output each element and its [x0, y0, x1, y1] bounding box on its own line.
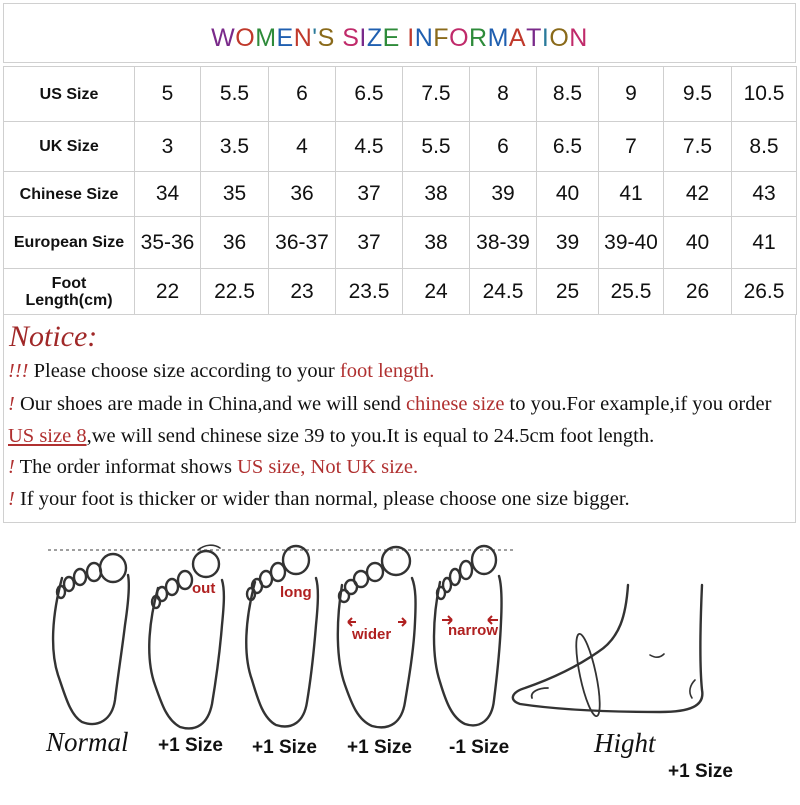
label-out-plus-one: +1 Size — [158, 735, 223, 756]
size-cell: 8 — [470, 67, 537, 122]
size-cell: 34 — [135, 172, 201, 217]
row-header — [4, 269, 135, 315]
size-cell: 36 — [201, 217, 269, 269]
size-cell: 36 — [269, 172, 336, 217]
foot-out-icon — [149, 545, 224, 728]
size-cell: 38 — [403, 172, 470, 217]
size-row — [4, 269, 797, 315]
notice-text: The order informat shows — [14, 456, 238, 478]
size-cell: 39-40 — [599, 217, 664, 269]
foot-illustrations — [0, 530, 800, 800]
size-cell: 10.5 — [732, 67, 797, 122]
size-cell: 8.5 — [732, 122, 797, 172]
size-cell: 22.5 — [201, 269, 269, 315]
title-letter: W — [211, 24, 236, 52]
size-cell: 26.5 — [732, 269, 797, 315]
label-long-plus-one: +1 Size — [252, 737, 317, 758]
row-header-text: US Size — [39, 85, 99, 103]
row-header-text: Chinese Size — [19, 185, 119, 203]
size-cell: 4 — [269, 122, 336, 172]
notice-text-rest: ,we will send chinese size 39 to you.It is equal to 24.5cm foot length. — [86, 425, 655, 447]
size-cell: 22 — [135, 269, 201, 315]
size-row — [4, 67, 797, 122]
notice-highlight: US size 8 — [8, 425, 87, 447]
title-letter: T — [526, 24, 542, 52]
size-cell: 41 — [732, 217, 797, 269]
size-cell: 8.5 — [537, 67, 599, 122]
row-header — [4, 217, 135, 269]
notice-text-rest: to you.For example,if you order — [504, 393, 772, 415]
title-letter: M — [255, 24, 277, 52]
size-cell: 9 — [599, 67, 664, 122]
size-cell: 7.5 — [403, 67, 470, 122]
notice-line-1 — [8, 360, 434, 383]
notice-line-5 — [8, 488, 630, 511]
title-letter: R — [469, 24, 488, 52]
size-cell: 39 — [537, 217, 599, 269]
title-letter: N — [293, 24, 313, 52]
notice-mark: ! — [8, 456, 15, 478]
size-cell: 24.5 — [470, 269, 537, 315]
title-letter: I — [359, 24, 367, 52]
chart-title — [211, 24, 588, 53]
notice-text: Please choose size according to your — [28, 360, 340, 382]
title-letter: S — [342, 24, 360, 52]
size-cell: 36-37 — [269, 217, 336, 269]
row-header — [4, 172, 135, 217]
foot-long-icon — [246, 546, 318, 726]
row-header-text: UK Size — [39, 138, 99, 155]
annotation-long: long — [280, 584, 312, 601]
size-cell: 3 — [135, 122, 201, 172]
title-letter: F — [433, 24, 450, 52]
title-letter: M — [487, 24, 509, 52]
size-row — [4, 122, 797, 172]
size-cell: 40 — [537, 172, 599, 217]
size-cell: 23 — [269, 269, 336, 315]
size-cell: 24 — [403, 269, 470, 315]
annotation-narrow: narrow — [448, 622, 499, 639]
size-row — [4, 172, 797, 217]
size-cell: 5.5 — [403, 122, 470, 172]
size-table — [3, 66, 797, 315]
wider-left-arrow-icon — [348, 618, 356, 626]
title-letter: O — [449, 24, 470, 52]
size-cell: 35-36 — [135, 217, 201, 269]
size-cell: 43 — [732, 172, 797, 217]
notice-text: If your foot is thicker or wider than normal, please choose one size bigger. — [14, 488, 630, 510]
size-cell: 25 — [537, 269, 599, 315]
notice-text: Our shoes are made in China,and we will send — [14, 393, 406, 415]
size-cell: 5 — [135, 67, 201, 122]
annotation-out: out — [192, 580, 216, 597]
foot-normal-icon — [53, 554, 129, 724]
row-header-text: Length(cm) — [25, 291, 113, 309]
notice-highlight: US size, Not UK size. — [237, 456, 419, 478]
notice-highlight: foot length. — [339, 360, 435, 382]
title-letter: ' — [312, 24, 318, 52]
size-cell: 7 — [599, 122, 664, 172]
foot-high-instep-icon — [513, 585, 703, 718]
annotation-wider: wider — [352, 626, 392, 643]
notice-box — [3, 314, 796, 523]
title-letter: N — [414, 24, 434, 52]
size-cell: 9.5 — [664, 67, 732, 122]
title-letter: E — [276, 24, 294, 52]
size-cell: 6 — [269, 67, 336, 122]
title-letter: O — [235, 24, 256, 52]
row-header — [4, 67, 135, 122]
size-cell: 5.5 — [201, 67, 269, 122]
size-cell: 37 — [336, 217, 403, 269]
size-cell: 39 — [470, 172, 537, 217]
size-cell: 40 — [664, 217, 732, 269]
row-header-text: European Size — [13, 234, 125, 251]
row-header-text: Foot — [51, 274, 87, 292]
label-narrow-minus-one: -1 Size — [449, 737, 510, 758]
notice-line-4 — [8, 456, 418, 479]
notice-highlight: chinese size — [405, 393, 505, 415]
row-header — [4, 122, 135, 172]
size-cell: 38-39 — [470, 217, 537, 269]
title-letter: A — [508, 24, 527, 52]
size-cell: 26 — [664, 269, 732, 315]
title-letter — [335, 24, 342, 53]
title-bar — [3, 3, 796, 63]
size-cell: 6.5 — [537, 122, 599, 172]
title-letter: E — [382, 24, 400, 52]
foot-shape-guide — [0, 530, 800, 800]
wider-right-arrow-icon — [398, 618, 406, 626]
notice-title: Notice: — [9, 320, 98, 353]
size-cell: 6.5 — [336, 67, 403, 122]
label-normal: Normal — [46, 727, 129, 757]
size-cell: 6 — [470, 122, 537, 172]
title-letter: S — [317, 24, 335, 52]
notice-line-3 — [8, 425, 654, 448]
notice-mark: ! — [8, 393, 15, 415]
label-hight: Hight — [594, 728, 656, 758]
size-cell: 42 — [664, 172, 732, 217]
size-cell: 38 — [403, 217, 470, 269]
label-wider-plus-one: +1 Size — [347, 737, 412, 758]
size-cell: 4.5 — [336, 122, 403, 172]
title-letter — [400, 24, 407, 53]
title-letter: N — [569, 24, 588, 52]
size-cell: 23.5 — [336, 269, 403, 315]
title-letter: Z — [366, 24, 383, 52]
label-hight-plus-one: +1 Size — [668, 761, 733, 782]
size-cell: 7.5 — [664, 122, 732, 172]
size-row — [4, 217, 797, 269]
notice-mark: ! — [8, 488, 15, 510]
size-cell: 3.5 — [201, 122, 269, 172]
notice-line-2 — [8, 393, 771, 416]
title-letter: I — [407, 24, 415, 52]
size-cell: 35 — [201, 172, 269, 217]
title-letter: O — [549, 24, 570, 52]
title-letter: I — [541, 24, 550, 52]
size-cell: 41 — [599, 172, 664, 217]
size-cell: 37 — [336, 172, 403, 217]
size-cell: 25.5 — [599, 269, 664, 315]
notice-mark: !!! — [8, 360, 29, 382]
